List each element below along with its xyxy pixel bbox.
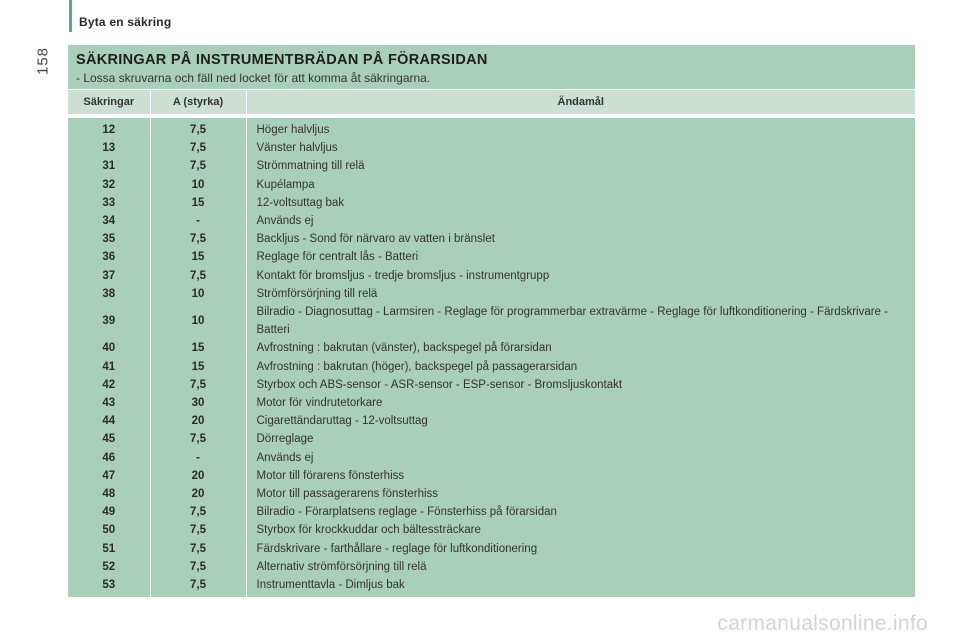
table-row: [68, 540, 915, 558]
fuse-number-cell: 50: [68, 521, 150, 539]
amperage-cell: 15: [150, 339, 246, 357]
table-row: [68, 576, 915, 597]
fuse-number-cell: 32: [68, 176, 150, 194]
fuse-number-cell: 31: [68, 157, 150, 175]
amperage-cell: 7,5: [150, 376, 246, 394]
column-header-purpose: Ändamål: [246, 90, 915, 116]
purpose-cell: Strömförsörjning till relä: [246, 285, 915, 303]
fuse-number-cell: 46: [68, 449, 150, 467]
table-row: [68, 157, 915, 175]
purpose-cell: Backljus - Sond för närvaro av vatten i bränslet: [246, 230, 915, 248]
purpose-cell: Reglage för centralt lås - Batteri: [246, 248, 915, 266]
amperage-cell: 15: [150, 358, 246, 376]
table-row: [68, 449, 915, 467]
purpose-cell: Bilradio - Diagnosuttag - Larmsiren - Reglage för programmerbar extravärme - Reglage för luftkonditionering - Färdskrivare - Batteri: [246, 303, 915, 339]
table-row: [68, 139, 915, 157]
column-header-amperage: A (styrka): [150, 90, 246, 116]
fuse-number-cell: 52: [68, 558, 150, 576]
table-row: [68, 521, 915, 539]
amperage-cell: 7,5: [150, 230, 246, 248]
purpose-cell: Motor till förarens fönsterhiss: [246, 467, 915, 485]
table-row: [68, 412, 915, 430]
purpose-cell: Alternativ strömförsörjning till relä: [246, 558, 915, 576]
amperage-cell: -: [150, 212, 246, 230]
amperage-cell: 7,5: [150, 267, 246, 285]
amperage-cell: 7,5: [150, 540, 246, 558]
table-row: [68, 376, 915, 394]
table-row: [68, 503, 915, 521]
fuse-table-body: [68, 116, 915, 597]
purpose-cell: Instrumenttavla - Dimljus bak: [246, 576, 915, 597]
amperage-cell: 7,5: [150, 139, 246, 157]
fuse-number-cell: 44: [68, 412, 150, 430]
amperage-cell: 15: [150, 194, 246, 212]
purpose-cell: 12-voltsuttag bak: [246, 194, 915, 212]
purpose-cell: Färdskrivare - farthållare - reglage för luftkonditionering: [246, 540, 915, 558]
table-row: [68, 558, 915, 576]
fuse-number-cell: 47: [68, 467, 150, 485]
amperage-cell: 15: [150, 248, 246, 266]
fuse-number-cell: 42: [68, 376, 150, 394]
fuse-number-cell: 45: [68, 430, 150, 448]
fuse-number-cell: 33: [68, 194, 150, 212]
amperage-cell: -: [150, 449, 246, 467]
fuse-number-cell: 49: [68, 503, 150, 521]
table-row: [68, 176, 915, 194]
fuse-panel: [68, 45, 915, 597]
table-row: [68, 339, 915, 357]
table-row: [68, 285, 915, 303]
amperage-cell: 7,5: [150, 503, 246, 521]
table-row: [68, 267, 915, 285]
fuse-number-cell: 48: [68, 485, 150, 503]
panel-title-box: [68, 45, 915, 90]
table-row: [68, 467, 915, 485]
purpose-cell: Höger halvljus: [246, 116, 915, 139]
fuse-number-cell: 13: [68, 139, 150, 157]
table-row: [68, 212, 915, 230]
table-row: [68, 358, 915, 376]
purpose-cell: Styrbox och ABS-sensor - ASR-sensor - ESP-sensor - Bromsljuskontakt: [246, 376, 915, 394]
amperage-cell: 10: [150, 303, 246, 339]
purpose-cell: Vänster halvljus: [246, 139, 915, 157]
purpose-cell: Motor till passagerarens fönsterhiss: [246, 485, 915, 503]
fuse-number-cell: 35: [68, 230, 150, 248]
purpose-cell: Bilradio - Förarplatsens reglage - Fönsterhiss på förarsidan: [246, 503, 915, 521]
section-header: Byta en säkring: [79, 15, 172, 29]
purpose-cell: Dörreglage: [246, 430, 915, 448]
amperage-cell: 10: [150, 176, 246, 194]
amperage-cell: 10: [150, 285, 246, 303]
fuse-number-cell: 34: [68, 212, 150, 230]
purpose-cell: Avfrostning : bakrutan (höger), backspegel på passagerarsidan: [246, 358, 915, 376]
table-row: [68, 394, 915, 412]
amperage-cell: 7,5: [150, 521, 246, 539]
fuse-number-cell: 36: [68, 248, 150, 266]
amperage-cell: 7,5: [150, 116, 246, 139]
fuse-number-cell: 53: [68, 576, 150, 597]
table-row: [68, 303, 915, 339]
page-number-text: 158: [34, 46, 52, 76]
purpose-cell: Styrbox för krockkuddar och bältessträckare: [246, 521, 915, 539]
watermark: carmanualsonline.info: [717, 612, 928, 635]
amperage-cell: 30: [150, 394, 246, 412]
fuse-number-cell: 39: [68, 303, 150, 339]
fuse-number-cell: 43: [68, 394, 150, 412]
purpose-cell: Kupélampa: [246, 176, 915, 194]
purpose-cell: Strömmatning till relä: [246, 157, 915, 175]
amperage-cell: 7,5: [150, 576, 246, 597]
purpose-cell: Används ej: [246, 449, 915, 467]
panel-subtitle: - Lossa skruvarna och fäll ned locket för att komma åt säkringarna.: [76, 71, 431, 85]
amperage-cell: 20: [150, 485, 246, 503]
table-row: [68, 430, 915, 448]
fuse-number-cell: 41: [68, 358, 150, 376]
purpose-cell: Används ej: [246, 212, 915, 230]
amperage-cell: 7,5: [150, 558, 246, 576]
fuse-number-cell: 51: [68, 540, 150, 558]
column-header-fuse: Säkringar: [68, 90, 150, 116]
amperage-cell: 7,5: [150, 157, 246, 175]
amperage-cell: 7,5: [150, 430, 246, 448]
table-row: [68, 248, 915, 266]
purpose-cell: Kontakt för bromsljus - tredje bromsljus - instrumentgrupp: [246, 267, 915, 285]
amperage-cell: 20: [150, 467, 246, 485]
panel-title: SÄKRINGAR PÅ INSTRUMENTBRÄDAN PÅ FÖRARSIDAN: [76, 52, 488, 68]
table-row: [68, 116, 915, 139]
fuse-number-cell: 12: [68, 116, 150, 139]
purpose-cell: Avfrostning : bakrutan (vänster), backspegel på förarsidan: [246, 339, 915, 357]
table-header-row: [68, 90, 915, 116]
fuse-number-cell: 40: [68, 339, 150, 357]
page-number: [33, 36, 53, 86]
fuse-number-cell: 37: [68, 267, 150, 285]
table-row: [68, 194, 915, 212]
purpose-cell: Cigarettändaruttag - 12-voltsuttag: [246, 412, 915, 430]
fuse-number-cell: 38: [68, 285, 150, 303]
header-accent-bar: [69, 0, 72, 32]
table-row: [68, 230, 915, 248]
amperage-cell: 20: [150, 412, 246, 430]
table-row: [68, 485, 915, 503]
purpose-cell: Motor för vindrutetorkare: [246, 394, 915, 412]
fuse-table: [68, 90, 915, 597]
